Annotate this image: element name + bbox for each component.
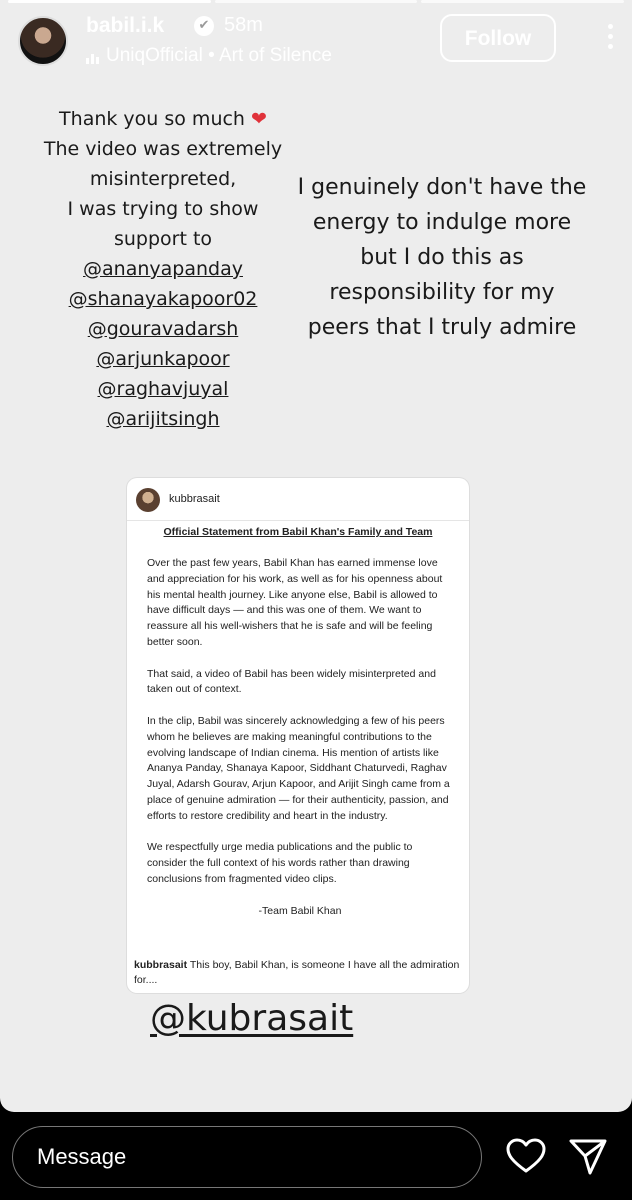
note-line: energy to indulge more xyxy=(312,210,572,235)
progress-segment xyxy=(421,0,624,3)
right-handwritten-note xyxy=(282,170,602,345)
like-heart-icon[interactable] xyxy=(506,1138,546,1174)
shared-post-avatar xyxy=(136,488,160,512)
statement-body xyxy=(147,556,453,935)
verified-badge-icon: ✔ xyxy=(194,16,214,36)
divider xyxy=(127,520,469,521)
shared-post-username[interactable]: kubbrasait xyxy=(169,493,220,505)
music-info[interactable]: UniqOfficial • Art of Silence xyxy=(106,45,332,66)
message-input[interactable]: Message xyxy=(12,1126,482,1188)
note-line: misinterpreted, xyxy=(89,168,237,190)
note-line: responsibility for my xyxy=(329,280,555,305)
statement-title: Official Statement from Babil Khan's Family and Team xyxy=(163,526,433,538)
shared-post-caption xyxy=(134,958,464,988)
note-line: peers that I truly admire xyxy=(307,315,577,340)
username[interactable]: babil.i.k xyxy=(86,14,165,37)
more-options-icon[interactable] xyxy=(606,24,614,52)
caption-text: This boy, Babil Khan, is someone I have all the admiration for.... xyxy=(134,959,460,986)
left-handwritten-note xyxy=(28,104,298,434)
statement-signature: -Team Babil Khan xyxy=(258,904,342,917)
progress-segment xyxy=(8,0,211,3)
red-heart-icon: ❤ xyxy=(251,108,267,130)
note-line: I was trying to show xyxy=(67,198,259,220)
mention-shanayakapoor02[interactable]: @shanayakapoor02 xyxy=(68,288,258,310)
story-progress xyxy=(8,0,624,3)
statement-paragraph: Over the past few years, Babil Khan has earned immense love and appreciation for his work, as well as for his openness about his mental health journey. Like anyone else, Babil is allowed to have difficult days — and this was one of them. We want to reassure all his well-wishers that he is safe and will be feeling better soon. xyxy=(147,557,443,648)
caption-username[interactable]: kubbrasait xyxy=(134,959,188,971)
shared-post-card[interactable] xyxy=(127,478,469,993)
note-line: support to xyxy=(113,228,213,250)
note-line: I genuinely don't have the xyxy=(297,175,587,200)
mention-kubrasait[interactable]: @kubrasait xyxy=(150,998,354,1039)
statement-paragraph: In the clip, Babil was sincerely acknowledging a few of his peers whom he believes are making meaningful contributions to the evolving landscape of Indian cinema. His mention of artists like Ananya Panday, Shanaya Kapoor, Siddhant Chaturvedi, Raghav Juyal, Adarsh Gourav, Arjun Kapoor, and Arijit Singh came from a place of genuine admiration — for their authenticity, passion, and efforts to restore credibility and heart in the industry. xyxy=(147,714,450,822)
mention-arjunkapoor[interactable]: @arjunkapoor xyxy=(96,348,230,370)
follow-button[interactable]: Follow xyxy=(440,14,556,62)
post-time: 58m xyxy=(224,14,263,36)
mention-raghavjuyal[interactable]: @raghavjuyal xyxy=(97,378,229,400)
mention-gouravadarsh[interactable]: @gouravadarsh xyxy=(87,318,239,340)
send-icon[interactable] xyxy=(568,1138,608,1176)
mention-arijitsingh[interactable]: @arijitsingh xyxy=(106,408,220,430)
note-line: The video was extremely xyxy=(43,138,283,160)
story-header xyxy=(18,12,614,70)
progress-segment xyxy=(215,0,418,3)
note-line: Thank you so much xyxy=(59,108,245,130)
mention-ananyapanday[interactable]: @ananyapanday xyxy=(83,258,243,280)
statement-paragraph: We respectfully urge media publications and the public to consider the full context of his words rather than drawing conclusions from fragmented video clips. xyxy=(147,841,413,885)
statement-paragraph: That said, a video of Babil has been widely misinterpreted and taken out of context. xyxy=(147,667,436,696)
note-line: but I do this as xyxy=(360,245,524,270)
reply-bar xyxy=(0,1112,632,1200)
avatar[interactable] xyxy=(18,16,68,66)
music-bars-icon xyxy=(86,52,100,64)
